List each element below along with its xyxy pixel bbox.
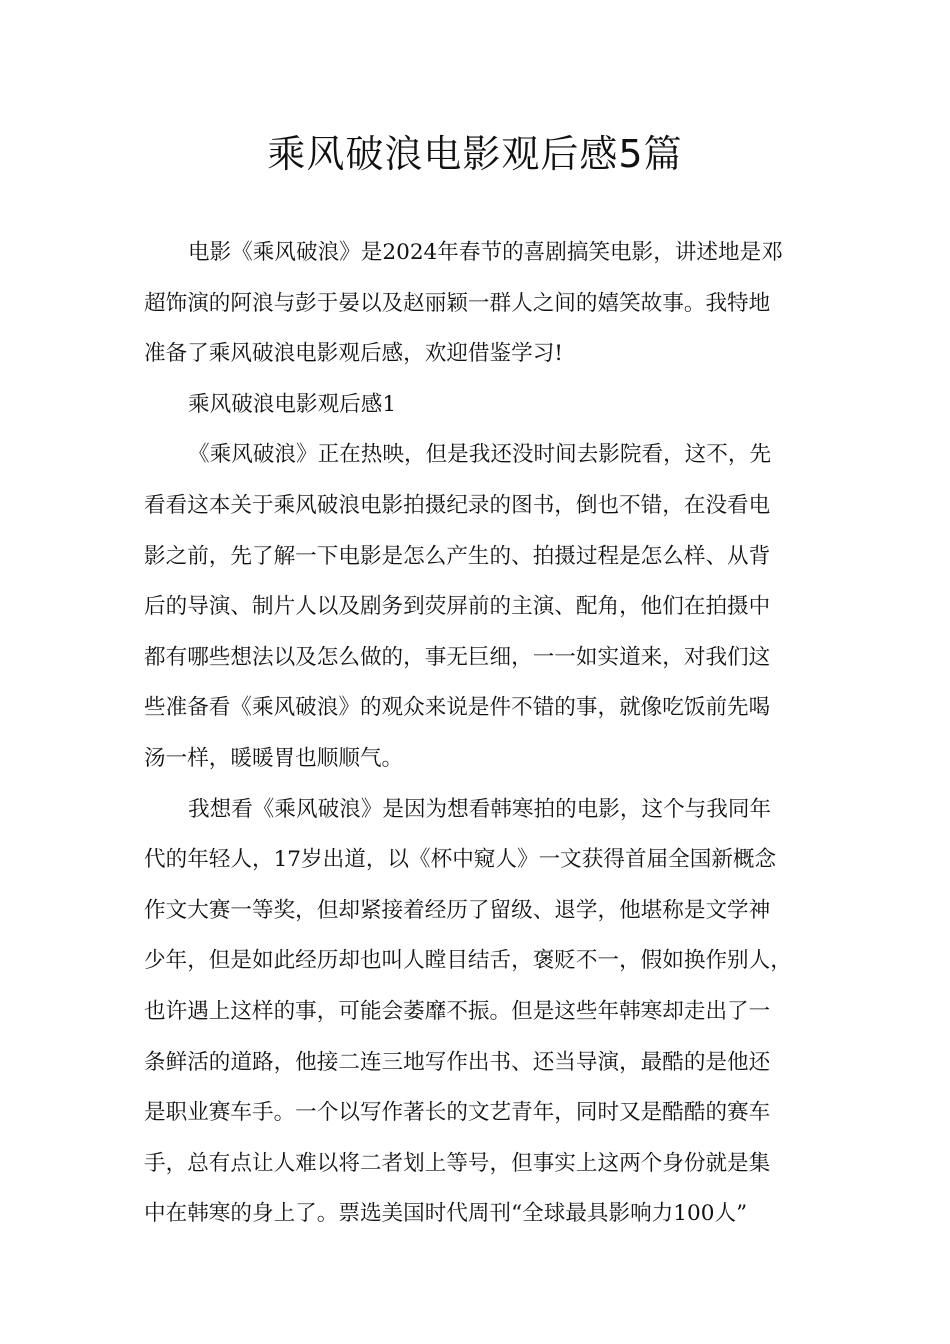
paragraph-line: 中在韩寒的身上了。票选美国时代周刊“全球最具影响力100人” bbox=[144, 1201, 748, 1227]
paragraph-line: 是职业赛车手。一个以写作著长的文艺青年，同时又是酷酷的赛车 bbox=[144, 1100, 771, 1126]
paragraph-line: 些准备看《乘风破浪》的观众来说是件不错的事，就像吃饭前先喝 bbox=[144, 695, 771, 721]
paragraph-line: 我想看《乘风破浪》是因为想看韩寒拍的电影，这个与我同年 bbox=[188, 796, 772, 822]
paragraph-line: 看看这本关于乘风破浪电影拍摄纪录的图书，倒也不错，在没看电 bbox=[144, 492, 771, 518]
paragraph-line: 少年，但是如此经历却也叫人瞠目结舌，褒贬不一，假如换作别人， bbox=[144, 948, 792, 974]
paragraph-line: 都有哪些想法以及怎么做的，事无巨细，一一如实道来，对我们这 bbox=[144, 644, 771, 670]
paragraph-line: 也许遇上这样的事，可能会萎靡不振。但是这些年韩寒却走出了一 bbox=[144, 998, 771, 1024]
paragraph-line: 汤一样，暖暖胃也顺顺气。 bbox=[144, 745, 404, 771]
paragraph-line: 电影《乘风破浪》是2024年春节的喜剧搞笑电影，讲述地是邓 bbox=[188, 240, 783, 265]
paragraph-line: 《乘风破浪》正在热映，但是我还没时间去影院看，这不，先 bbox=[188, 442, 772, 468]
section-heading: 乘风破浪电影观后感1 bbox=[188, 391, 397, 417]
document-title: 乘风破浪电影观后感5篇 bbox=[267, 132, 683, 176]
document-body bbox=[144, 228, 816, 1240]
paragraph-line: 条鲜活的道路，他接二连三地写作出书、还当导演，最酷的是他还 bbox=[144, 1049, 771, 1075]
paragraph-line: 后的导演、制片人以及剧务到荧屏前的主演、配角，他们在拍摄中 bbox=[144, 594, 771, 620]
paragraph-line: 准备了乘风破浪电影观后感，欢迎借鉴学习! bbox=[144, 341, 563, 367]
paragraph-line: 超饰演的阿浪与彭于晏以及赵丽颖一群人之间的嬉笑故事。我特地 bbox=[144, 290, 771, 316]
paragraph-line: 手，总有点让人难以将二者划上等号，但事实上这两个身份就是集 bbox=[144, 1150, 771, 1176]
paragraph-line: 作文大赛一等奖，但却紧接着经历了留级、退学，他堪称是文学神 bbox=[144, 897, 771, 923]
paragraph-line: 影之前，先了解一下电影是怎么产生的、拍摄过程是怎么样、从背 bbox=[144, 543, 771, 569]
paragraph-line: 代的年轻人，17岁出道，以《杯中窥人》一文获得首届全国新概念 bbox=[144, 847, 777, 873]
